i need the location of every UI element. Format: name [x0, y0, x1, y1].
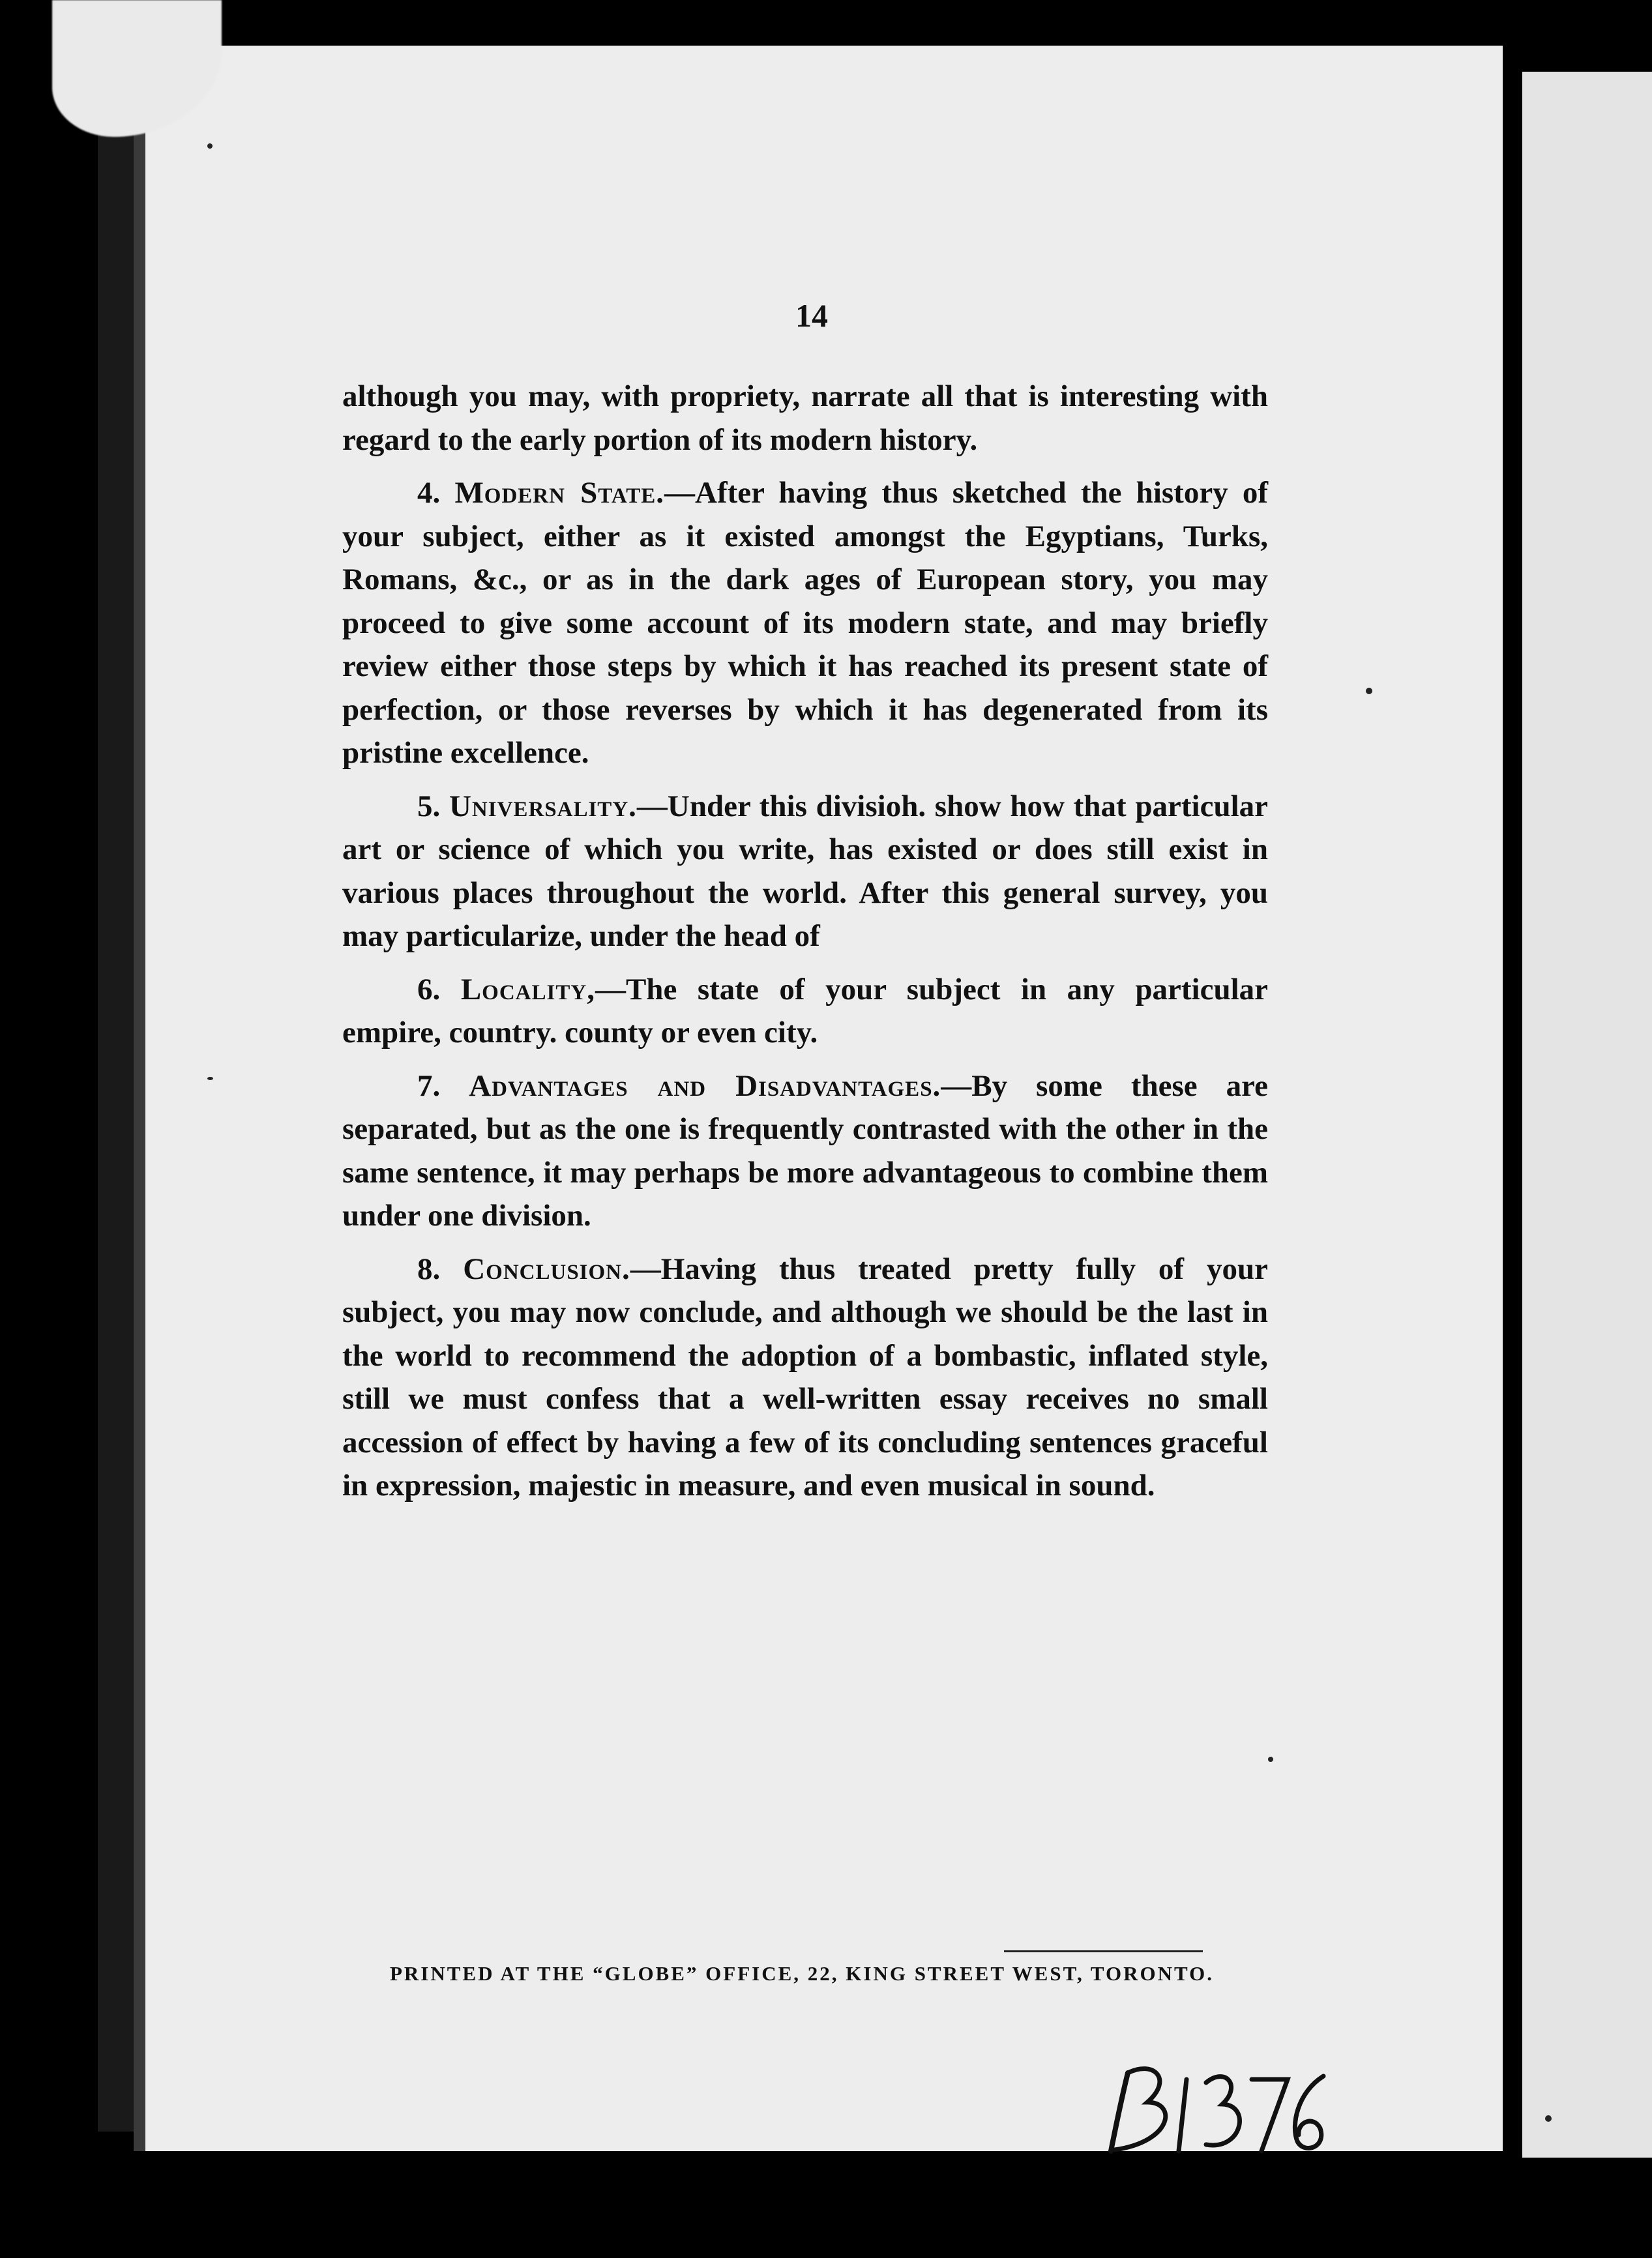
paragraph-text: —Having thus treated pretty fully of your subject, you may now conclude, and although we should be the last in the world to recommend the adoption of a bombastic, inflated style, still we must confess that a well-written essay receives no small accession of effect by having a few of its concluding sentences graceful in expression, majestic in measure, and even musical in sound. — [342, 1252, 1268, 1503]
section-heading: Conclusion. — [463, 1252, 630, 1286]
page-number: 14 — [795, 297, 828, 334]
section-number: 4. — [417, 476, 441, 510]
section-heading: Modern State. — [454, 476, 665, 510]
paragraph-advantages — [342, 1064, 1268, 1238]
paper-speck — [1366, 688, 1372, 694]
paragraph-text: —By some these are separated, but as the one is frequently contrasted with the other in the same sentence, it may perhaps be more advantageous to combine them under one division. — [342, 1068, 1269, 1233]
section-number: 6. — [417, 972, 441, 1006]
paragraph-text: —The state of your subject in any particular empire, country. county or even city. — [342, 972, 1268, 1049]
paragraph-text: —After having thus sketched the history of your subject, either as it existed amongst the Egyptians, Turks, Romans, &c., or as in the dark ages of European story, you may proceed to give some account of its modern state, and may briefly review either those steps by which it has reached its present state of perfection, or those reverses by which it has degenerated from its pristine excellence. — [342, 476, 1269, 770]
paper-speck — [1268, 1757, 1273, 1762]
imprint-rule — [1004, 1950, 1203, 1952]
section-number: 8. — [417, 1252, 441, 1286]
paragraph-continuation — [342, 375, 1268, 462]
paragraph-modern-state — [342, 471, 1268, 775]
section-heading: Locality, — [460, 972, 595, 1006]
paragraph-text: although you may, with propriety, narrate all that is interesting with regard to the early portion of its modern history. — [342, 379, 1268, 457]
section-number: 7. — [417, 1068, 441, 1103]
facing-page-strip — [1522, 72, 1652, 2158]
paragraph-universality — [342, 785, 1268, 958]
paper-speck — [207, 143, 213, 149]
section-heading: Advantages and Disadvantages. — [469, 1068, 941, 1103]
section-heading: Universality. — [449, 789, 637, 823]
paragraph-locality — [342, 968, 1268, 1055]
page-inner-shadow — [134, 98, 145, 2151]
book-binding-edge — [98, 98, 137, 2132]
paper-speck — [207, 1077, 213, 1080]
printer-imprint: PRINTED AT THE “GLOBE” OFFICE, 22, KING STREET WEST, TORONTO. — [389, 1962, 1214, 1985]
paper-speck — [1545, 2115, 1552, 2122]
paragraph-conclusion — [342, 1248, 1268, 1508]
paragraph-text: —Under this divisioh. show how that particular art or science of which you write, has existed or does still exist in various places throughout the world. After this general survey, you may particularize, under the head of — [342, 789, 1269, 953]
section-number: 5. — [417, 789, 441, 823]
body-text — [342, 297, 1268, 1518]
page-gutter — [1499, 59, 1524, 2164]
handwritten-catalog-number — [1102, 2053, 1336, 2164]
